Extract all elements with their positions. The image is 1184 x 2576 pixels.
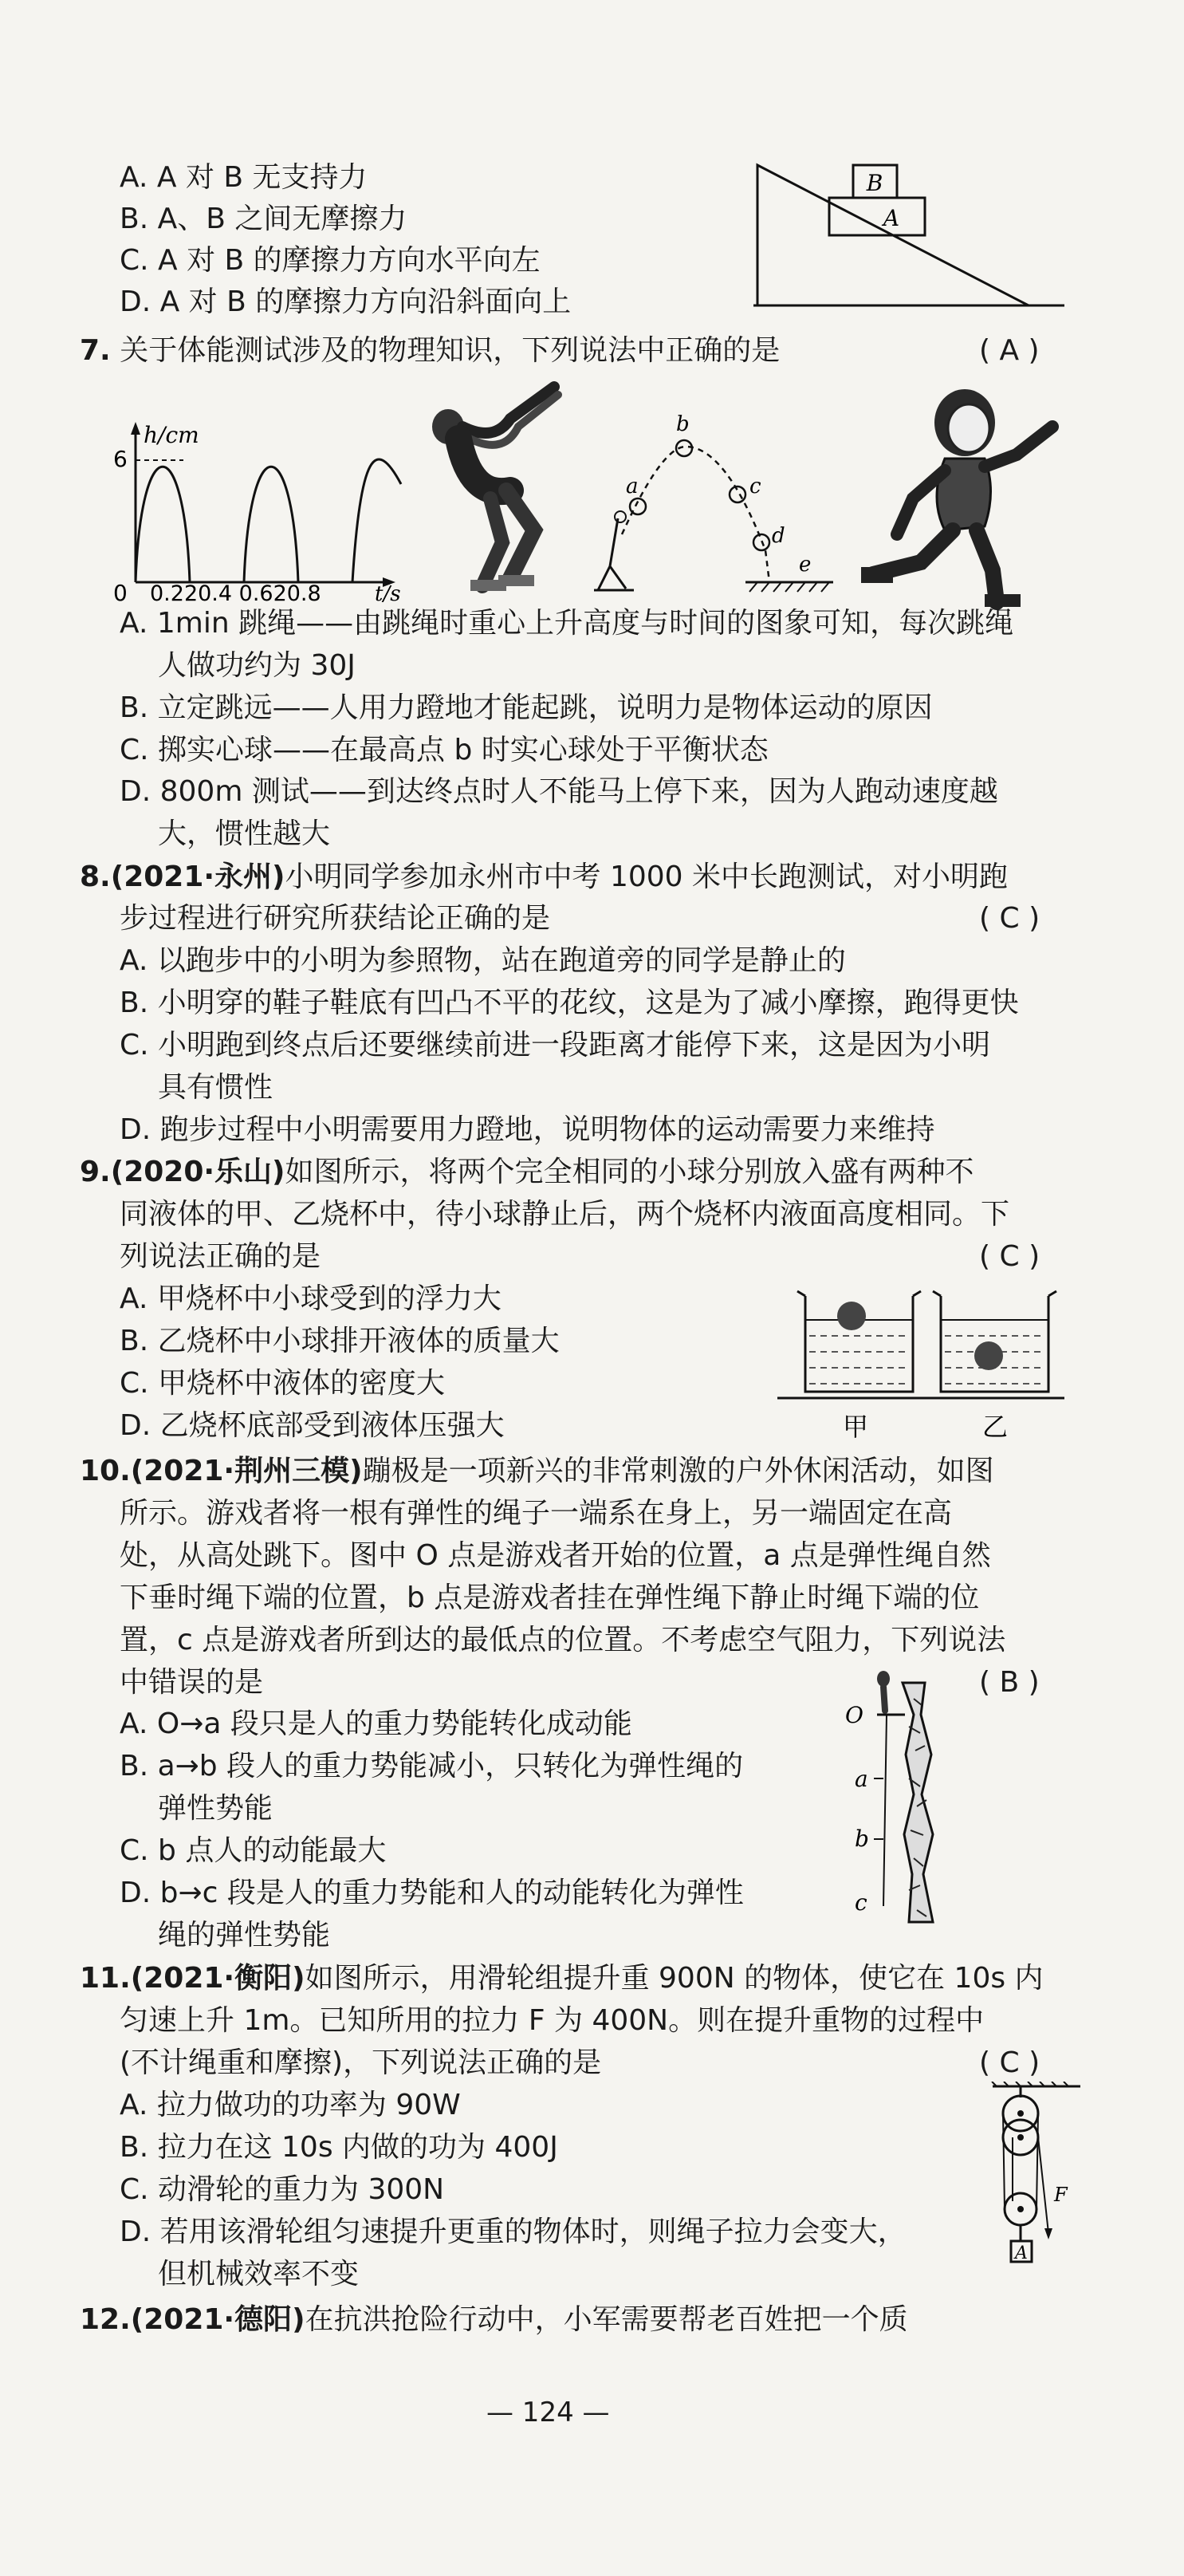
q8-stem-text: 小明同学参加永州市中考 1000 米中长跑测试，对小明跑 <box>285 861 1009 893</box>
q8-option-c: C. 小明跑到终点后还要继续前进一段距离才能停下来，这是因为小明 <box>120 1029 991 1062</box>
q12-number: 12. <box>80 2303 131 2336</box>
q12-stem-text: 在抗洪抢险行动中，小军需要帮老百姓把一个质 <box>305 2303 908 2336</box>
bungee-figure <box>845 1667 949 1930</box>
ball-label-a: a <box>626 475 639 498</box>
q11-option-d: D. 若用该滑轮组匀速提升更重的物体时，则绳子拉力会变大， <box>120 2216 907 2248</box>
beaker-label-jia: 甲 <box>842 1412 869 1442</box>
q8-stem-2: 步过程进行研究所获结论正确的是 <box>120 902 551 935</box>
q8-number: 8. <box>80 861 111 893</box>
pulley-figure <box>989 2082 1084 2305</box>
ball-label-e: e <box>799 553 812 577</box>
q9-stem-text: 如图所示，将两个完全相同的小球分别放入盛有两种不 <box>285 1156 974 1188</box>
q9-option-b: B. 乙烧杯中小球排开液体的质量大 <box>120 1325 560 1357</box>
q12-source: (2021·德阳) <box>130 2303 305 2336</box>
q9-option-d: D. 乙烧杯底部受到液体压强大 <box>120 1409 505 1442</box>
bungee-label-a: a <box>855 1766 868 1792</box>
q10-line-5: 置，c 点是游戏者所到达的最低点的位置。不考虑空气阻力，下列说法 <box>120 1624 1006 1656</box>
q11-line-2: 匀速上升 1m。已知所用的拉力 F 为 400N。则在提升重物的过程中 <box>120 2004 985 2037</box>
q6-option-b: B. A、B 之间无摩擦力 <box>120 203 407 235</box>
q11-option-b: B. 拉力在这 10s 内做的功为 400J <box>120 2131 558 2164</box>
pulley-label-f: F <box>1054 2184 1068 2206</box>
incline-blocks-figure <box>749 156 1068 315</box>
block-a-label: A <box>883 205 900 231</box>
q9-source: (2020·乐山) <box>110 1156 285 1188</box>
block-b-label: B <box>866 170 883 196</box>
q9-option-a: A. 甲烧杯中小球受到的浮力大 <box>120 1282 502 1315</box>
q9-stem-3: 列说法正确的是 <box>120 1240 321 1273</box>
q10-option-a: A. O→a 段只是人的重力势能转化成动能 <box>120 1707 632 1740</box>
q7-option-a-cont: 人做功约为 30J <box>158 649 356 682</box>
graph-xlabel: t/s <box>375 582 401 602</box>
q10-line-2: 所示。游戏者将一根有弹性的绳子一端系在身上，另一端固定在高 <box>120 1497 953 1530</box>
q10-option-b-cont: 弹性势能 <box>158 1792 273 1825</box>
q11-line-3: (不计绳重和摩擦)，下列说法正确的是 <box>120 2046 602 2079</box>
q8-option-d: D. 跑步过程中小明需要用力蹬地，说明物体的运动需要力来维持 <box>120 1113 935 1146</box>
q11-option-c: C. 动滑轮的重力为 300N <box>120 2173 445 2206</box>
q11-answer: ( C ) <box>979 2046 1040 2079</box>
bungee-label-b: b <box>855 1826 869 1852</box>
ball-label-d: d <box>772 524 785 548</box>
q10-option-d: D. b→c 段是人的重力势能和人的动能转化为弹性 <box>120 1877 744 1909</box>
graph-ylabel: h/cm <box>144 422 199 448</box>
graph-arch-3 <box>352 459 401 582</box>
q10-option-d-cont: 绳的弹性势能 <box>158 1919 331 1952</box>
q8-option-c-cont: 具有惯性 <box>158 1071 273 1104</box>
q9-option-c: C. 甲烧杯中液体的密度大 <box>120 1367 446 1400</box>
q6-option-c: C. A 对 B 的摩擦力方向水平向左 <box>120 244 541 277</box>
bungee-label-o: O <box>845 1702 863 1728</box>
q10-line-1: 蹦极是一项新兴的非常刺激的户外休闲活动，如图 <box>362 1455 994 1487</box>
q10-line-3: 处，从高处跳下。图中 O 点是游戏者开始的位置，a 点是弹性绳自然 <box>120 1539 991 1572</box>
q6-option-d: D. A 对 B 的摩擦力方向沿斜面向上 <box>120 286 572 318</box>
graph-y-arrow <box>131 422 140 435</box>
q7-option-b: B. 立定跳远——人用力蹬地才能起跳，说明力是物体运动的原因 <box>120 691 933 724</box>
shot-put-trajectory-figure <box>590 415 853 606</box>
q9-number: 9. <box>80 1156 111 1188</box>
q10-option-b: B. a→b 段人的重力势能减小，只转化为弹性绳的 <box>120 1750 744 1782</box>
q7-option-d: D. 800m 测试——到达终点时人不能马上停下来，因为人跑动速度越 <box>120 775 998 808</box>
beakers-figure <box>773 1280 1068 1448</box>
q7-option-c: C. 掷实心球——在最高点 b 时实心球处于平衡状态 <box>120 734 769 766</box>
q10-option-c: C. b 点人的动能最大 <box>120 1834 387 1867</box>
q7-stem <box>80 331 780 371</box>
q11-line-1: 如图所示，用滑轮组提升重 900N 的物体，使它在 10s 内 <box>305 1962 1044 1995</box>
graph-y-tick: 6 <box>113 446 128 472</box>
q11-source: (2021·衡阳) <box>130 1962 305 1995</box>
q7-option-d-cont: 大，惯性越大 <box>158 817 331 850</box>
page-number: — 124 — <box>486 2397 610 2428</box>
graph-x-ticks: 0.220.4 0.620.8 <box>150 581 321 602</box>
q9-stem <box>80 1152 974 1192</box>
jump-rope-graph <box>112 411 415 602</box>
pulley-label-a: A <box>1015 2243 1028 2263</box>
ball-label-c: c <box>749 475 761 498</box>
standing-jump-figure <box>415 371 574 602</box>
graph-arch-1 <box>136 467 190 582</box>
ball-label-b: b <box>676 415 690 436</box>
q11-stem <box>80 1959 1044 1999</box>
q7-answer: ( A ) <box>979 334 1040 367</box>
q10-number: 10. <box>80 1455 131 1487</box>
q12-stem <box>80 2300 908 2340</box>
beaker-label-yi: 乙 <box>981 1412 1009 1442</box>
q8-option-a: A. 以跑步中的小明为参照物，站在跑道旁的同学是静止的 <box>120 944 846 977</box>
q10-stem <box>80 1451 994 1491</box>
q7-stem-text: 关于体能测试涉及的物理知识，下列说法中正确的是 <box>120 334 781 367</box>
q11-option-a: A. 拉力做功的功率为 90W <box>120 2089 461 2121</box>
q7-number: 7. <box>80 334 111 367</box>
q11-option-d-cont: 但机械效率不变 <box>158 2258 360 2290</box>
q8-source: (2021·永州) <box>110 861 285 893</box>
q8-option-b: B. 小明穿的鞋子鞋底有凹凸不平的花纹，这是为了减小摩擦，跑得更快 <box>120 987 1019 1019</box>
q8-answer: ( C ) <box>979 902 1040 935</box>
q6-option-a: A. A 对 B 无支持力 <box>120 161 368 194</box>
q10-answer: ( B ) <box>979 1666 1040 1699</box>
runner-figure <box>857 379 1064 610</box>
q8-stem <box>80 857 1008 897</box>
graph-origin: 0 <box>113 580 128 602</box>
q11-number: 11. <box>80 1962 131 1995</box>
q10-line-4: 下垂时绳下端的位置，b 点是游戏者挂在弹性绳下静止时绳下端的位 <box>120 1581 980 1614</box>
q10-line-6: 中错误的是 <box>120 1666 264 1699</box>
q10-source: (2021·荆州三模) <box>130 1455 363 1487</box>
q9-stem-2: 同液体的甲、乙烧杯中，待小球静止后，两个烧杯内液面高度相同。下 <box>120 1198 1010 1231</box>
q9-answer: ( C ) <box>979 1240 1040 1273</box>
bungee-label-c: c <box>855 1889 867 1916</box>
graph-arch-2 <box>244 467 298 582</box>
q7-option-a: A. 1min 跳绳——由跳绳时重心上升高度与时间的图象可知，每次跳绳 <box>120 607 1014 640</box>
